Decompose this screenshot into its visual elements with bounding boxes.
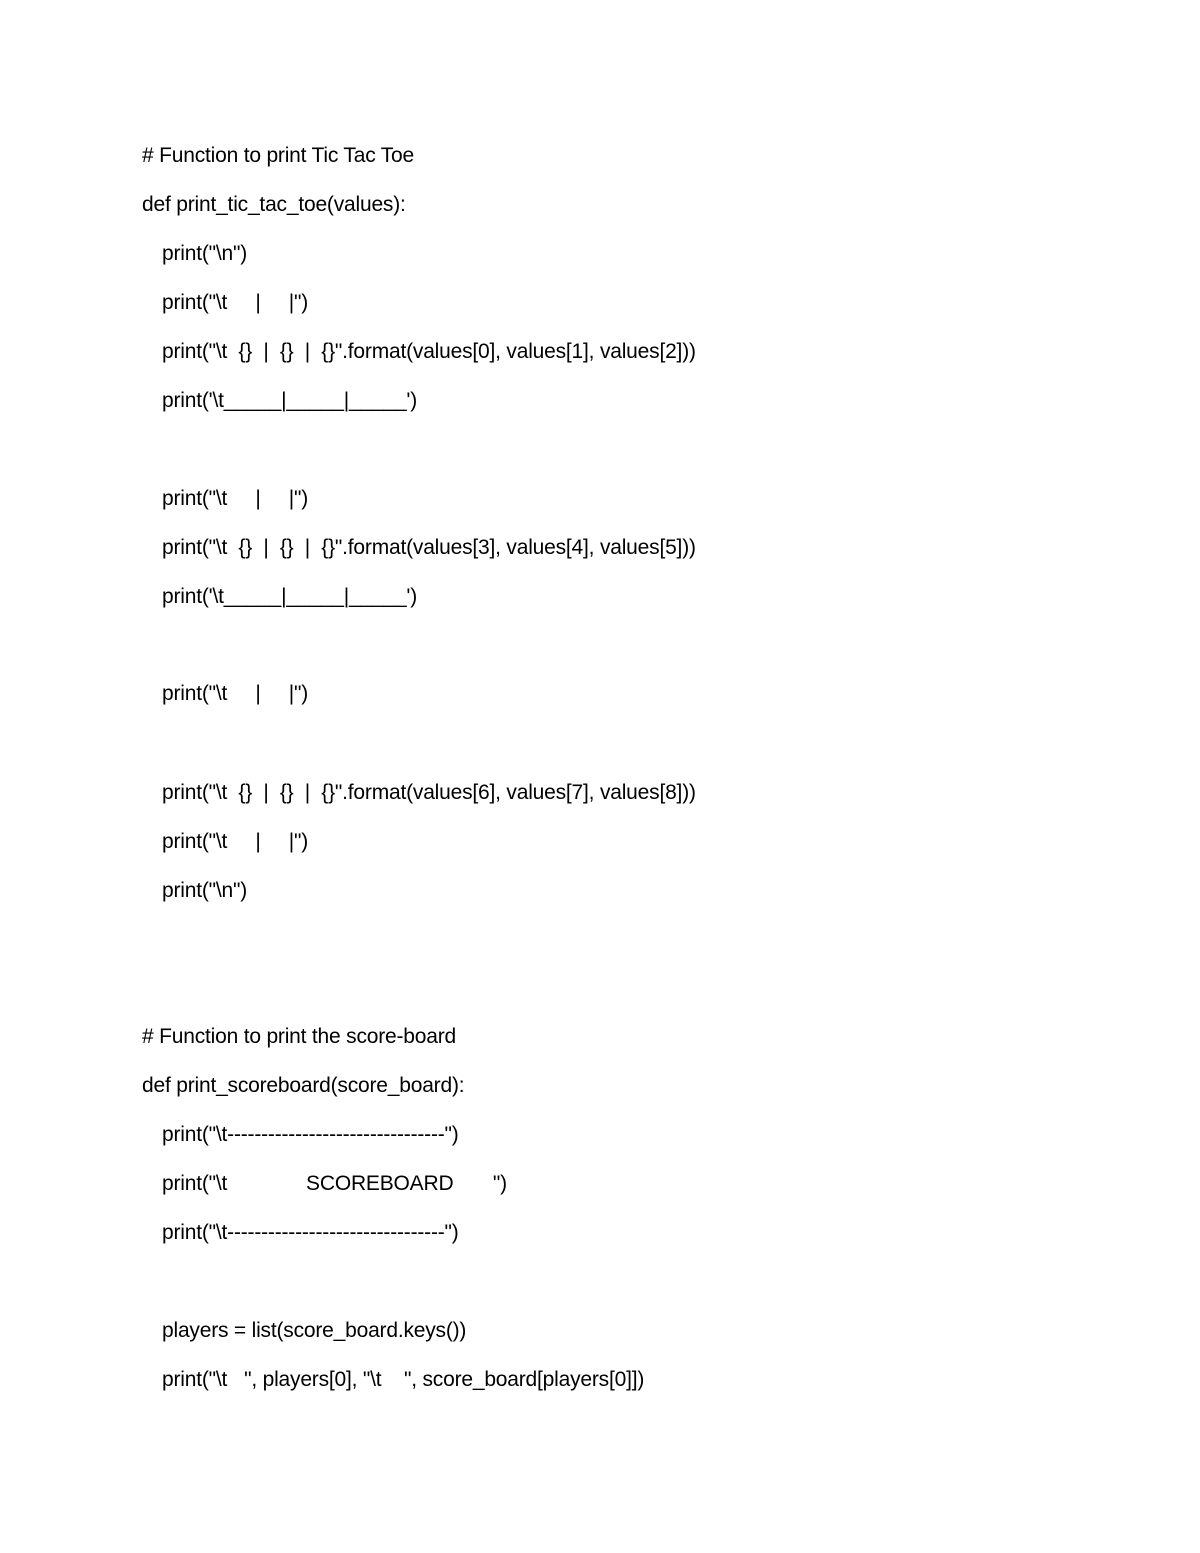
code-line: players = list(score_board.keys()) bbox=[162, 1319, 467, 1342]
code-line: print("\t | |") bbox=[162, 487, 309, 510]
comment-tic-tac-toe: # Function to print Tic Tac Toe bbox=[142, 144, 415, 167]
code-line: print("\t | |") bbox=[162, 291, 309, 314]
def-print-tic-tac-toe: def print_tic_tac_toe(values): bbox=[142, 193, 406, 216]
def-print-scoreboard: def print_scoreboard(score_board): bbox=[142, 1074, 465, 1097]
code-line: print("\t--------------------------------") bbox=[162, 1221, 459, 1244]
code-line: print("\t {} | {} | {}".format(values[0], values[1], values[2])) bbox=[162, 340, 696, 363]
code-line: print("\t ", players[0], "\t ", score_board[players[0]]) bbox=[162, 1368, 645, 1391]
code-line: print("\t | |") bbox=[162, 682, 309, 705]
code-line: print("\t {} | {} | {}".format(values[3], values[4], values[5])) bbox=[162, 536, 696, 559]
code-line: print('\t_____|_____|_____') bbox=[162, 389, 418, 412]
code-line: print("\t--------------------------------") bbox=[162, 1123, 459, 1146]
code-line: print("\t {} | {} | {}".format(values[6], values[7], values[8])) bbox=[162, 781, 696, 804]
code-line: print("\t | |") bbox=[162, 830, 309, 853]
code-line: print("\t SCOREBOARD ") bbox=[162, 1172, 507, 1195]
comment-scoreboard: # Function to print the score-board bbox=[142, 1025, 457, 1048]
code-line: print('\t_____|_____|_____') bbox=[162, 585, 418, 608]
code-line: print("\n") bbox=[162, 242, 248, 265]
code-line: print("\n") bbox=[162, 879, 248, 902]
